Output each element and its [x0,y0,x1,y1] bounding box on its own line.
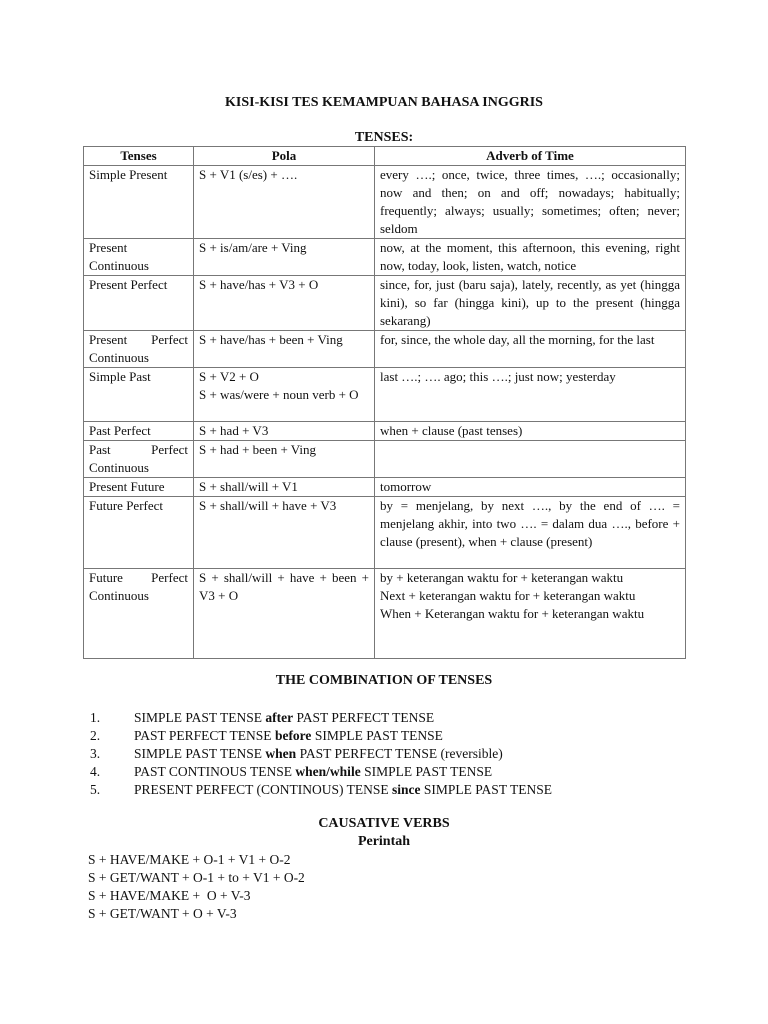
text-part: SIMPLE PAST TENSE [420,782,552,797]
formula-line: S + GET/WANT + O-1 + to + V1 + O-2 [88,870,305,885]
header-pola: Pola [194,147,375,166]
text-part: PAST CONTINOUS TENSE [134,764,296,779]
table-row [84,478,686,497]
tense-cell: Simple Present [84,166,194,239]
list-text [134,745,503,763]
connector-word: before [274,728,312,743]
list-item [90,709,690,727]
tense-cell: Present Perfect [84,276,194,331]
formula-line: S + HAVE/MAKE + O-1 + V1 + O-2 [88,852,291,867]
adverb-cell: tomorrow [375,478,686,497]
connector-word: since [392,782,421,797]
list-number: 2. [90,728,101,743]
list-number: 3. [90,746,101,761]
text-part: PRESENT PERFECT (CONTINOUS) TENSE [134,782,393,797]
formula-line: S + GET/WANT + O + V-3 [88,906,237,921]
pola-cell: S + had + V3 [194,422,375,441]
adverb-cell: now, at the moment, this afternoon, this evening, right now, today, look, listen, watch, notice [375,239,686,276]
pola-cell: S + is/am/are + Ving [194,239,375,276]
text-part: PAST PERFECT TENSE [134,728,275,743]
list-number: 1. [90,710,101,725]
list-text [134,727,443,745]
pola-cell: S + shall/will + have + V3 [194,497,375,569]
header-tenses: Tenses [84,147,194,166]
table-row [84,166,686,239]
adverb-cell: since, for, just (baru saja), lately, recently, as yet (hingga kini), so far (hingga kini), up to the present (hingga sekarang) [375,276,686,331]
tense-cell: Simple Past [84,368,194,422]
adverb-cell [375,441,686,478]
tense-cell: Present Perfect Continuous [84,331,194,368]
pola-cell: S + shall/will + have + been + V3 + O [194,569,375,659]
document-title: KISI-KISI TES KEMAMPUAN BAHASA INGGRIS [225,95,543,110]
table-row [84,497,686,569]
connector-word: when/while [295,764,361,779]
list-number: 4. [90,764,101,779]
tense-cell: Present Future [84,478,194,497]
list-text [134,763,492,781]
text-part: PAST PERFECT TENSE (reversible) [296,746,503,761]
list-item [90,727,690,745]
list-number: 5. [90,782,101,797]
adverb-cell: every ….; once, twice, three times, ….; occasionally; now and then; on and off; nowadays; habitually; frequently; always; usually; sometimes; often; never; seldom [375,166,686,239]
list-text [134,781,552,799]
connector-word: when [265,746,297,761]
table-row [84,569,686,659]
adverb-cell: by + keterangan waktu for + keterangan waktu Next + keterangan waktu for + keterangan waktu When + Keterangan waktu for + keterangan waktu [375,569,686,659]
adverb-cell: when + clause (past tenses) [375,422,686,441]
table-row [84,422,686,441]
table-row [84,441,686,478]
tenses-table [83,146,686,659]
pola-cell: S + shall/will + V1 [194,478,375,497]
tense-cell: Present Continuous [84,239,194,276]
causative-heading: CAUSATIVE VERBS [318,816,450,831]
adverb-cell: for, since, the whole day, all the morning, for the last [375,331,686,368]
table-row [84,239,686,276]
tense-cell: Past Perfect [84,422,194,441]
table-header-row [84,147,686,166]
pola-cell: S + had + been + Ving [194,441,375,478]
text-part: SIMPLE PAST TENSE [311,728,443,743]
text-part: SIMPLE PAST TENSE [134,746,266,761]
pola-cell: S + have/has + been + Ving [194,331,375,368]
header-adverb: Adverb of Time [375,147,686,166]
causative-subheading: Perintah [357,834,411,849]
combination-heading: THE COMBINATION OF TENSES [275,673,493,688]
pola-cell: S + V2 + O S + was/were + noun verb + O [194,368,375,422]
table-row [84,331,686,368]
combination-list [90,709,690,799]
causative-list [88,851,688,923]
list-item [90,781,690,799]
text-part: PAST PERFECT TENSE [293,710,435,725]
pola-cell: S + have/has + V3 + O [194,276,375,331]
pola-cell: S + V1 (s/es) + …. [194,166,375,239]
text-part: SIMPLE PAST TENSE [360,764,493,779]
adverb-cell: last ….; …. ago; this ….; just now; yesterday [375,368,686,422]
tenses-heading: TENSES: [354,130,414,145]
tense-cell: Future Perfect Continuous [84,569,194,659]
list-text [134,709,434,727]
table-row [84,276,686,331]
connector-word: after [265,710,294,725]
formula-line: S + HAVE/MAKE + O + V-3 [88,888,251,903]
tense-cell: Future Perfect [84,497,194,569]
list-item [90,763,690,781]
table-row [84,368,686,422]
text-part: SIMPLE PAST TENSE [134,710,266,725]
adverb-cell: by = menjelang, by next …., by the end of …. = menjelang akhir, into two …. = dalam dua …., before + clause (present), when + clause (present) [375,497,686,569]
list-item [90,745,690,763]
tense-cell: Past Perfect Continuous [84,441,194,478]
